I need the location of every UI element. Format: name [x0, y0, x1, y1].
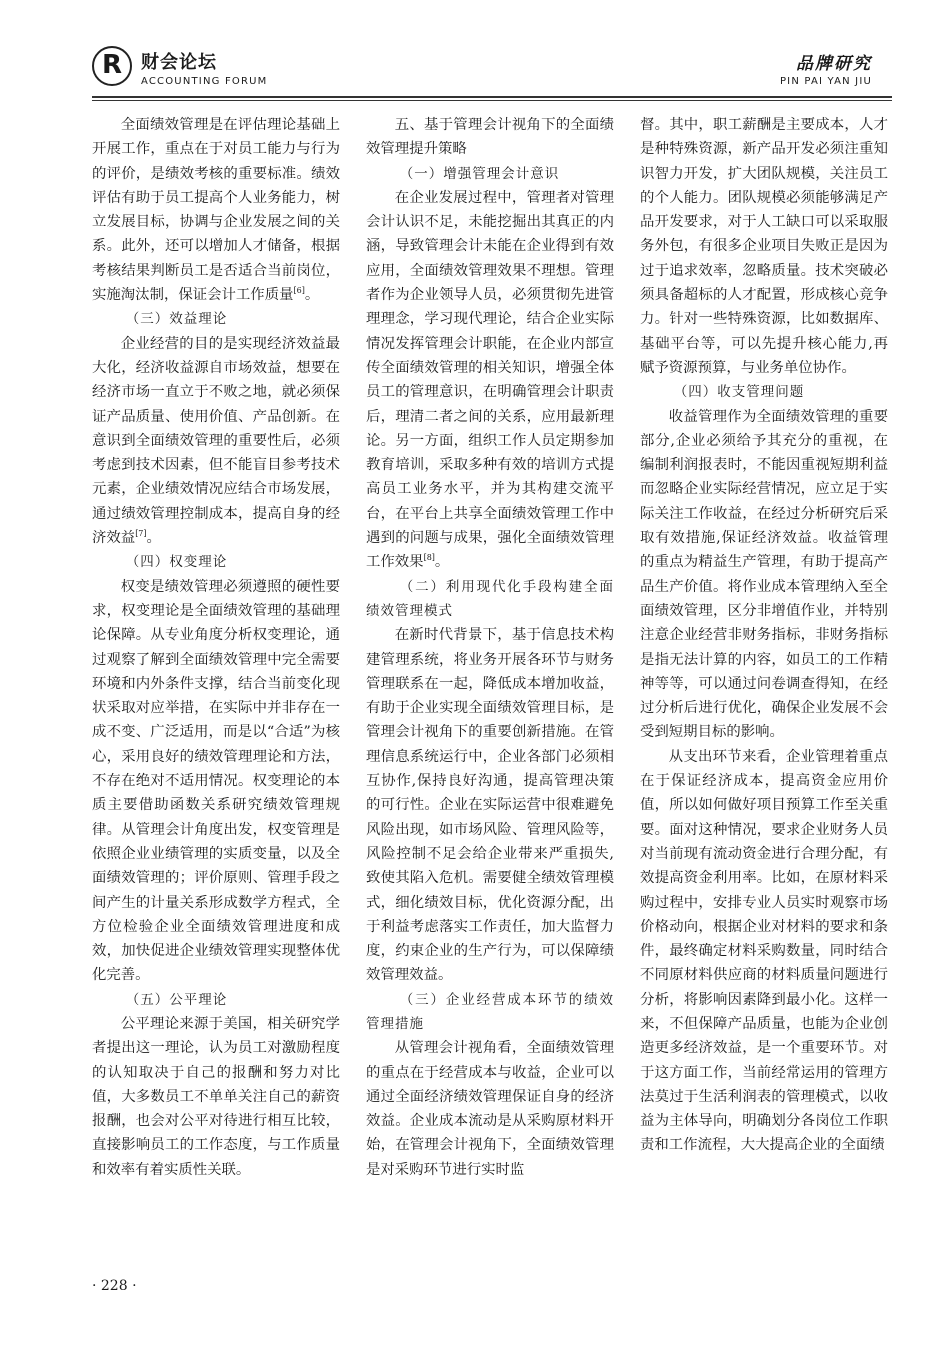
section-title-en: PIN PAI YAN JIU: [779, 76, 872, 87]
text-column-3: [640, 113, 888, 1158]
paragraph: 收益管理作为全面绩效管理的重要部分,企业必须给予其充分的重视，在编制利润报表时，不能因重视短期利益而忽略企业实际经营情况，应立足于实际关注工作收益，在经过分析研究后采取有效措施,保证经济效益。收益管理的重点为精益生产管理，有助于提高产品生产价值。将作业成本管理纳入至全面绩效管理，区分非增值作业，并特别注意企业经营非财务指标，非财务指标是指无法计算的内容，如员工的工作精神等等，可以通过问卷调查得知，在经过分析后进行优化，确保企业发展不会受到短期目标的影响。: [640, 408, 888, 741]
subheading: （三）企业经营成本环节的绩效管理措施: [366, 991, 614, 1032]
paragraph: 全面绩效管理是在评估理论基础上开展工作，重点在于对员工能力与行为的评价，是绩效考核的重要标准。绩效评估有助于员工提高个人业务能力，树立发展目标，协调与企业发展之间的关系。此外，还可以增加人才储备，根据考核结果判断员工是否适合当前岗位，实施淘汰制，保证会计工作质量[6]。: [92, 117, 340, 304]
subheading: （五）公平理论: [125, 991, 228, 1008]
paragraph: 从管理会计视角看，全面绩效管理的重点在于经营成本与收益，企业可以通过全面经济绩效管理保证自身的经济效益。企业成本流动是从采购原材料开始，在管理会计视角下，全面绩效管理是对采购环节进行实时监: [366, 1040, 614, 1178]
subheading: （四）权变理论: [125, 554, 228, 571]
subheading: （二）利用现代化手段构建全面绩效管理模式: [366, 578, 614, 619]
citation-ref: [7]: [135, 529, 147, 539]
citation-ref: [8]: [423, 553, 435, 563]
header-rule-thin: [92, 100, 892, 101]
header-rule-thick: [92, 96, 892, 98]
subheading: （四）收支管理问题: [673, 384, 805, 401]
journal-title-cn: 财会论坛: [141, 52, 217, 73]
paragraph: 在新时代背景下，基于信息技术构建管理系统，将业务开展各环节与财务管理联系在一起，降低成本增加收益，有助于企业实现全面绩效管理目标，是管理会计视角下的重要创新措施。在管理信息系统运行中，企业各部门必须相互协作,保持良好沟通，提高管理决策的可行性。企业在实际运营中很难避免风险出现，如市场风险、管理风险等，风险控制不足会给企业带来严重损失,致使其陷入危机。需要健全绩效管理模式，细化绩效目标，优化资源分配，出于利益考虑落实工作责任，加大监督力度，约束企业的生产行为，可以保障绩效管理效益。: [366, 627, 614, 984]
registered-logo-icon: R: [92, 46, 132, 86]
paragraph: 从支出环节来看，企业管理着重点在于保证经济成本，提高资金应用价值，所以如何做好项目预算工作至关重要。面对这种情况，要求企业财务人员对当前现有流动资金进行合理分配，有效提高资金利用率。比如，在原材料采购过程中，安排专业人员实时观察市场价格动向，根据企业对材料的要求和条件，最终确定材料采购数量，同时结合不同原材料供应商的材料质量问题进行分析，将影响因素降到最小化。这样一来，不但保障产品质量，也能为企业创造更多经济效益，是一个重要环节。对于这方面工作，当前经常运用的管理方法莫过于生活利润表的管理模式，以收益为主体导向，明确划分各岗位工作职责和工作流程，大大提高企业的全面绩: [640, 748, 888, 1154]
page-header: [0, 0, 950, 100]
paragraph: 公平理论来源于美国，相关研究学者提出这一理论，认为员工对激励程度的认知取决于自己的报酬和努力对比值，大多数员工不单单关注自己的薪资报酬，也会对公平对待进行相互比较，直接影响员工的工作态度，与工作质量和效率有着实质性关联。: [92, 1015, 340, 1178]
paragraph: 督。其中，职工薪酬是主要成本，人才是种特殊资源，新产品开发必须注重知识智力开发，扩大团队规模，关注员工的个人能力。团队规模必须能够满足产品开发要求，对于人工缺口可以采取服务外包，有很多企业项目失败正是因为过于追求效率，忽略质量。技术突破必须具备超标的人才配置，形成核心竞争力。针对一些特殊资源，比如数据库、基础平台等，可以先提升核心能力,再赋予资源预算，与业务单位协作。: [640, 117, 888, 376]
citation-ref: [6]: [293, 286, 305, 296]
section-heading: 五、基于管理会计视角下的全面绩效管理提升策略: [366, 117, 614, 158]
paragraph: 在企业发展过程中，管理者对管理会计认识不足，未能挖掘出其真正的内涵，导致管理会计未能在企业得到有效应用，全面绩效管理效果不理想。管理者作为企业领导人员，必须贯彻先进管理理念，学习现代理论，结合企业实际情况发挥管理会计职能，在企业内部宣传全面绩效管理的相关知识，增强全体员工的管理意识，在明确管理会计职责后，理清二者之间的关系，应用最新理论。另一方面，组织工作人员定期参加教育培训，采取多种有效的培训方式提高员工业务水平，并为其构建交流平台，在平台上共享全面绩效管理工作中遇到的问题与成果，强化全面绩效管理工作效果[8]。: [366, 189, 614, 571]
subheading: （一）增强管理会计意识: [399, 165, 560, 182]
page-number: · 228 ·: [92, 1278, 137, 1294]
paragraph: 企业经营的目的是实现经济效益最大化，经济收益源自市场效益，想要在经济市场一直立于不败之地，就必须保证产品质量、使用价值、产品创新。在意识到全面绩效管理的重要性后，必须考虑到技术因素，但不能盲目参考技术元素，企业绩效情况应结合市场发展，通过绩效管理控制成本，提高自身的经济效益[7]。: [92, 335, 340, 547]
journal-title-en: ACCOUNTING FORUM: [141, 76, 268, 87]
subheading: （三）效益理论: [125, 311, 228, 328]
paragraph: 权变是绩效管理必须遵照的硬性要求，权变理论是全面绩效管理的基础理论保障。从专业角度分析权变理论，通过观察了解到全面绩效管理中完全需要环境和内外条件支撑，结合当前变化现状采取对应举措，在实际中并非存在一成不变、广泛适用，而是以“合适”为核心，采用良好的绩效管理理论和方法，不存在绝对不适用情况。权变理论的本质主要借助函数关系研究绩效管理规律。从管理会计角度出发，权变管理是依照企业业绩管理的实质变量，以及全面绩效管理的；评价原则、管理手段之间产生的计量关系形成数学方程式，全方位检验企业全面绩效管理进度和成效，加快促进企业绩效管理实现整体优化完善。: [92, 578, 340, 984]
text-column-2: [366, 113, 614, 1182]
text-column-1: [92, 113, 340, 1182]
section-title-cn: 品牌研究: [796, 54, 872, 74]
